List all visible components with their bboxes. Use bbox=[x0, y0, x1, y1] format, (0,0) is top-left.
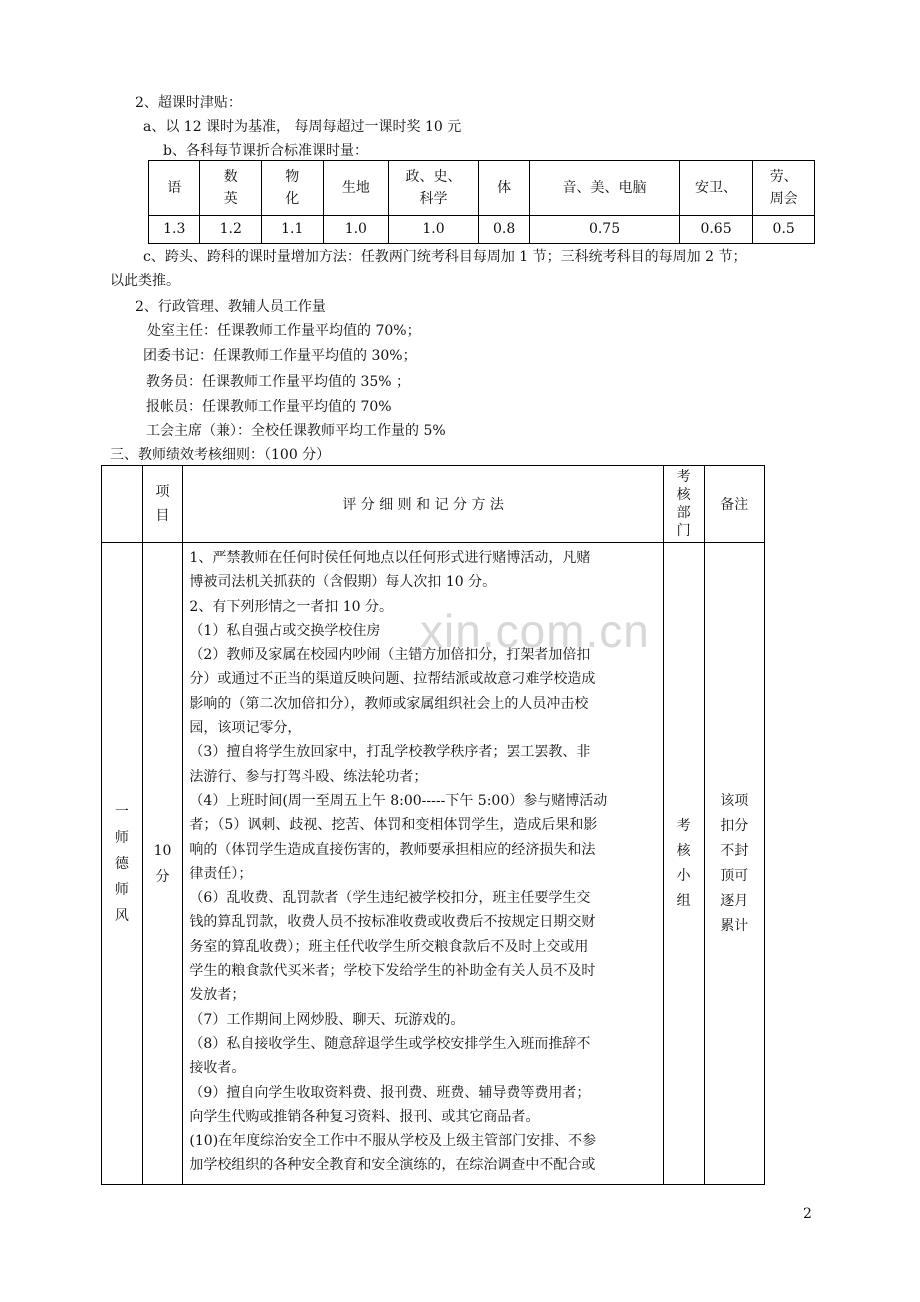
note-header: 备注 bbox=[704, 466, 765, 543]
subject-value: 1.2 bbox=[200, 215, 262, 243]
rule-line: 1、严禁教师在任何时侯任何地点以任何形式进行赌博活动，凡赌 bbox=[189, 550, 591, 566]
rule-line: 加学校组织的各种安全教育和安全演练的，在综治调查中不配合或 bbox=[189, 1157, 596, 1174]
subject-value: 1.1 bbox=[262, 215, 324, 243]
subject-header: 政、史、 科学 bbox=[389, 161, 479, 216]
rule-line: 向学生代购或推销各种复习资料、报刊、或其它商品者。 bbox=[189, 1108, 540, 1125]
subject-header: 劳、 周会 bbox=[753, 161, 815, 216]
rule-line: （6）乱收费、乱罚款者（学生违纪被学校扣分，班主任要学生交 bbox=[189, 890, 591, 907]
overtime-allowance-title: 2、超课时津贴： bbox=[135, 95, 242, 111]
rule-line: （8）私自接收学生、随意辞退学生或学校安排学生入班而推辞不 bbox=[189, 1035, 591, 1052]
subject-header: 安卫、 bbox=[679, 161, 753, 216]
page-number: 2 bbox=[803, 1206, 812, 1222]
rule-line: （9）擅自向学生收取资料费、报刊费、班费、辅导费等费用者； bbox=[189, 1084, 591, 1101]
rule-line: 务室的算乱收费）；班主任代收学生所交粮食款后不及时上交或用 bbox=[189, 938, 589, 955]
rule-line: 律责任）； bbox=[189, 865, 253, 882]
rule-line: 法游行、参与打驾斗殴、练法轮功者； bbox=[189, 768, 428, 785]
admin-line: 教务员：任课教师工作量平均值的 35% ； bbox=[146, 374, 411, 390]
admin-line: 处室主任：任课教师工作量平均值的 70%； bbox=[147, 323, 421, 339]
subject-header: 物 化 bbox=[262, 161, 324, 216]
assessment-header-row bbox=[102, 466, 765, 543]
rule-line: 学生的粮食款代买米者；学校下发给学生的补助金有关人员不及时 bbox=[189, 963, 596, 980]
admin-title: 2、行政管理、教辅人员工作量 bbox=[135, 299, 326, 315]
subject-value: 1.3 bbox=[149, 215, 200, 243]
overtime-item-b: b、各科每节课折合标准课时量： bbox=[163, 143, 368, 159]
item-c-line1: c、跨头、跨科的课时量增加方法：任教两门统考科目每周加 1 节；三科统考科目的每周加 2 节； bbox=[143, 249, 747, 265]
subject-value: 0.75 bbox=[530, 215, 679, 243]
rule-line: （1）私自强占或交换学校住房 bbox=[189, 622, 381, 639]
subject-value: 1.0 bbox=[323, 215, 389, 243]
overtime-item-a: a、以 12 课时为基准， 每周每超过一课时奖 10 元 bbox=[143, 119, 462, 135]
rule-line: 接收者。 bbox=[189, 1060, 246, 1077]
rule-line: 2、有下列形情之一者扣 10 分。 bbox=[189, 598, 394, 615]
item-header: 项 目 bbox=[142, 466, 183, 543]
subject-value: 0.8 bbox=[478, 215, 529, 243]
subject-header-row bbox=[149, 161, 815, 216]
subject-value: 0.5 bbox=[753, 215, 815, 243]
dept-header: 考 核 部 门 bbox=[663, 466, 704, 543]
item-c-line2: 以此类推。 bbox=[110, 273, 180, 289]
subject-header: 语 bbox=[149, 161, 200, 216]
subject-header: 数 英 bbox=[200, 161, 262, 216]
rule-line: （4）上班时间(周一至周五上午 8:00-----下午 5:00）参与赌博活动 bbox=[189, 792, 608, 809]
category-header bbox=[102, 466, 143, 543]
note-cell: 该项 扣分 不封 顶可 逐月 累计 bbox=[704, 543, 765, 1185]
rule-line: 者；（5）讽刺、歧视、挖苦、体罚和变相体罚学生，造成后果和影 bbox=[189, 817, 598, 834]
rule-line: 发放者； bbox=[189, 987, 246, 1004]
subject-header: 音、美、电脑 bbox=[530, 161, 679, 216]
rule-line: 园，该项记零分， bbox=[189, 720, 302, 737]
admin-line: 报帐员：任课教师工作量平均值的 70% bbox=[146, 399, 392, 415]
rule-line: 分）或通过不正当的渠道反映问题、拉帮结派或故意刁难学校造成 bbox=[189, 671, 596, 688]
rule-line: （2）教师及家属在校园内吵闹（主错方加倍扣分，打架者加倍扣 bbox=[189, 647, 591, 664]
rule-line: 博被司法机关抓获的（含假期）每人次扣 10 分。 bbox=[189, 574, 497, 591]
rule-line: (10)在年度综治安全工作中不服从学校及上级主管部门安排、不参 bbox=[189, 1133, 597, 1150]
watermark: xin.com.cn bbox=[420, 605, 650, 657]
assessment-table bbox=[101, 465, 765, 1185]
subject-value: 1.0 bbox=[389, 215, 479, 243]
rule-line: 影响的（第二次加倍扣分），教师或家属组织社会上的人员冲击校 bbox=[189, 695, 589, 712]
rules-header: 评 分 细 则 和 记 分 方 法 bbox=[183, 466, 663, 543]
score-cell: 10 分 bbox=[142, 543, 183, 1185]
subject-hours-table bbox=[148, 160, 815, 244]
admin-line: 工会主席（兼）：全校任课教师平均工作量的 5% bbox=[146, 423, 446, 439]
rule-line: （7）工作期间上网炒股、聊天、玩游戏的。 bbox=[189, 1011, 465, 1028]
subject-values-row bbox=[149, 215, 815, 243]
dept-cell: 考 核 小 组 bbox=[663, 543, 704, 1185]
section3-title: 三、教师绩效考核细则：（100 分） bbox=[110, 447, 331, 463]
admin-line: 团委书记：任课教师工作量平均值的 30%； bbox=[143, 348, 417, 364]
category-cell: 一 师 德 师 风 bbox=[102, 543, 143, 1185]
rule-line: 钱的算乱罚款，收费人员不按标准收费或收费后不按规定日期交财 bbox=[189, 914, 596, 931]
subject-header: 体 bbox=[478, 161, 529, 216]
rule-line: 响的（体罚学生造成直接伤害的，教师要承担相应的经济损失和法 bbox=[189, 841, 596, 858]
subject-value: 0.65 bbox=[679, 215, 753, 243]
subject-header: 生地 bbox=[323, 161, 389, 216]
rule-line: （3）擅自将学生放回家中，打乱学校教学秩序者；罢工罢教、非 bbox=[189, 744, 591, 761]
